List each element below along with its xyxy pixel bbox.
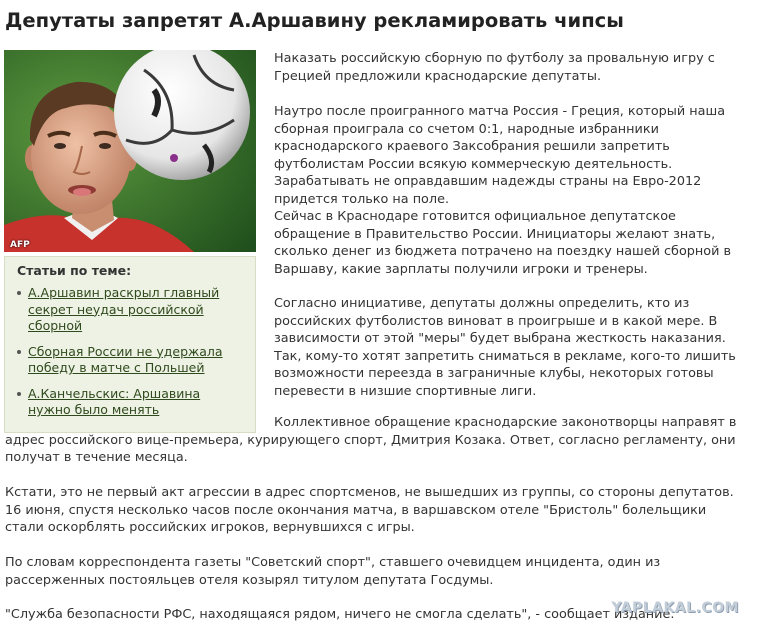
related-articles-title: Статьи по теме: — [17, 263, 132, 278]
related-article-link[interactable]: А.Аршавин раскрыл главный секрет неудач российской сборной — [28, 285, 220, 333]
related-articles-list — [17, 285, 245, 419]
list-item — [17, 285, 245, 335]
article-paragraph: Сейчас в Краснодаре готовится официальное депутатское обращение в Правительство России. Инициаторы желают знать, сколько денег из бюджета потрачено на поездку нашей сборной в Варшаву, какие зарплаты получили игроки и тренеры. — [274, 209, 732, 277]
article-paragraph: По словам корреспондента газеты "Советский спорт", ставшего очевидцем инцидента, один из рассерженных постояльцев отеля козырял титулом депутата Госдумы. — [5, 555, 661, 588]
article-photo — [4, 50, 256, 252]
related-articles-box — [4, 256, 256, 433]
player-with-ball-image — [4, 50, 256, 252]
related-article-link[interactable]: Сборная России не удержала победу в матче с Польшей — [28, 343, 223, 375]
article-paragraph: Коллективное обращение краснодарские законотворцы направят в адрес российского вице-премьера, курирующего спорт, Дмитрия Козака. Ответ, согласно регламенту, они получат в течение месяца. — [5, 415, 737, 465]
article-paragraph: Наказать российскую сборную по футболу за провальную игру с Грецией предложили краснодарские депутаты. — [274, 51, 715, 84]
photo-credit: AFP — [10, 240, 30, 250]
article-paragraph: "Служба безопасности РФС, находящаяся рядом, ничего не смогла сделать", - сообщает издание. — [5, 607, 675, 622]
article-title: Депутаты запретят А.Аршавину рекламировать чипсы — [5, 9, 624, 32]
article-paragraph: Согласно инициативе, депутаты должны определить, кто из российских футболистов виноват в проигрыше и в какой мере. В зависимости от этой "меры" будет выбрана жесткость наказания. Так, кому-то хотят запретить сниматься в рекламе, кого-то лишить возможности переезда в заграничные клубы, некоторых готовы перевести в низшие спортивные лиги. — [274, 296, 736, 399]
related-article-link[interactable]: А.Канчельскис: Аршавина нужно было менять — [28, 385, 201, 417]
list-item — [17, 344, 245, 377]
article-paragraph: Наутро после проигранного матча Россия - Греция, который наша сборная проиграла со счетом 0:1, народные избранники краснодарского краевого Заксобрания решили запретить футболистам России всякую коммерческую деятельность. Зарабатывать не оправдавшим надежды страны на Евро-2012 придется только на поле. — [274, 104, 726, 207]
site-watermark: YAPLAKAL.COM — [611, 600, 739, 616]
article-paragraph: Кстати, это не первый акт агрессии в адрес спортсменов, не вышедших из группы, со стороны депутатов. 16 июня, спустя несколько часов после окончания матча, в варшавском отеле "Бристоль" болельщики стали оскорблять российских игроков, вернувшихся с игры. — [5, 485, 734, 535]
